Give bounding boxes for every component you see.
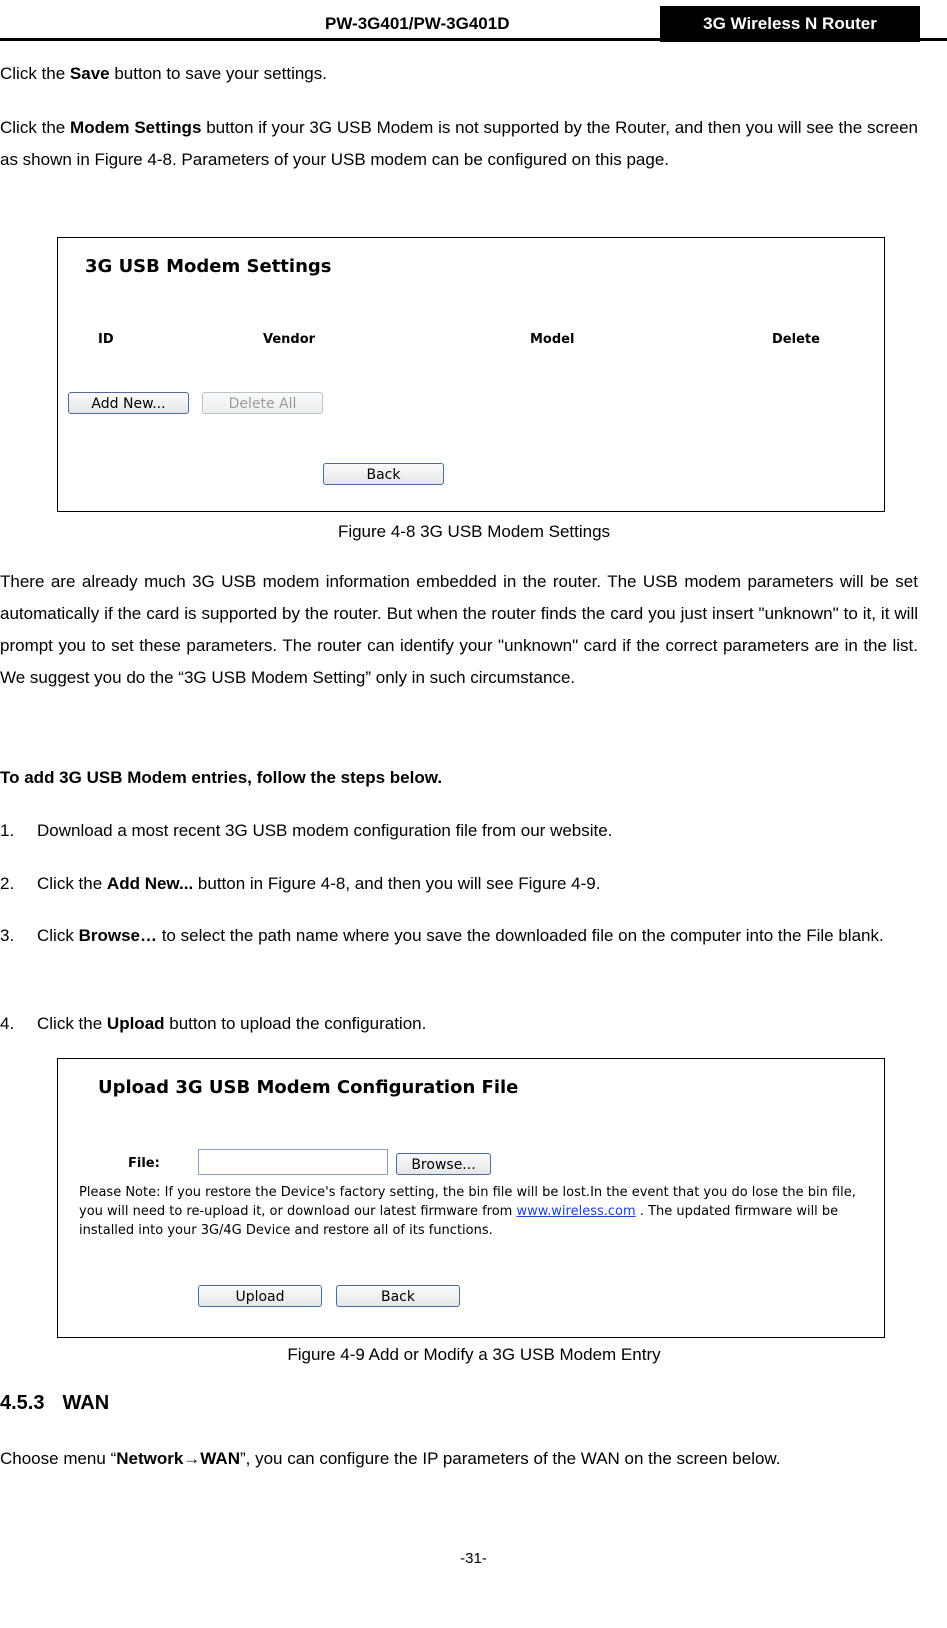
header-rule — [0, 38, 947, 41]
column-delete: Delete — [772, 332, 820, 347]
column-vendor: Vendor — [263, 332, 316, 347]
figure-4-8-caption: Figure 4-8 3G USB Modem Settings — [337, 522, 611, 541]
file-input[interactable] — [198, 1149, 388, 1175]
steps-heading: To add 3G USB Modem entries, follow the steps below. — [0, 768, 443, 787]
para-wan: Choose menu “Network→WAN”, you can configure the IP parameters of the WAN on the screen below. — [0, 1449, 781, 1468]
upload-config-title: Upload 3G USB Modem Configuration File — [98, 1077, 519, 1098]
delete-all-button[interactable]: Delete All — [202, 392, 323, 414]
step-1: 1. Download a most recent 3G USB modem configuration file from our website. — [0, 821, 613, 840]
header-tab: 3G Wireless N Router — [660, 6, 920, 42]
column-id: ID — [98, 332, 114, 347]
page-number: -31- — [460, 1550, 487, 1567]
para-modem-settings: Click the Modem Settings button if your 3G USB Modem is not supported by the Router, and then you will see the screen as shown in Figure 4-8. Parameters of your USB modem can be configured on this page. — [0, 118, 918, 169]
add-new-button[interactable]: Add New... — [68, 392, 189, 414]
para-modem-info: There are already much 3G USB modem information embedded in the router. The USB modem parameters will be set automatically if the card is supported by the router. But when the router finds the card you just insert "unknown" to it, it will prompt you to set these parameters. The router can identify your "unknown" card if the correct parameters are in the list. We suggest you do the “3G USB Modem Setting” only in such circumstance. — [0, 572, 918, 687]
step-2: 2. Click the Add New... button in Figure 4-8, and then you will see Figure 4-9. — [0, 874, 601, 893]
header-model: PW-3G401/PW-3G401D — [325, 14, 510, 33]
section-heading: 4.5.3 WAN — [0, 1392, 110, 1414]
figure-4-9-caption: Figure 4-9 Add or Modify a 3G USB Modem Entry — [287, 1345, 661, 1364]
modem-settings-title: 3G USB Modem Settings — [85, 256, 332, 277]
upload-button[interactable]: Upload — [198, 1285, 322, 1307]
back-button[interactable]: Back — [323, 463, 444, 485]
figure-4-9-upload-config — [57, 1058, 885, 1338]
para-save: Click the Save button to save your settings. — [0, 64, 327, 83]
please-note: Please Note: If you restore the Device's factory setting, the bin file will be lost.In the event that you do lose the bin file, you will need to re-upload it, or download our latest firmware from www.wireless.com . The updated firmware will be installed into your 3G/4G Device and restore all of its functions. — [79, 1185, 856, 1238]
browse-button[interactable]: Browse... — [396, 1153, 491, 1175]
step-3: 3. Click Browse… to select the path name where you save the downloaded file on the computer into the File blank. — [0, 926, 884, 945]
file-label: File: — [128, 1156, 160, 1171]
figure-4-8-modem-settings — [57, 237, 885, 512]
back-button[interactable]: Back — [336, 1285, 460, 1307]
wireless-link[interactable]: www.wireless.com — [516, 1204, 636, 1219]
column-model: Model — [530, 332, 575, 347]
step-4: 4. Click the Upload button to upload the configuration. — [0, 1014, 427, 1033]
